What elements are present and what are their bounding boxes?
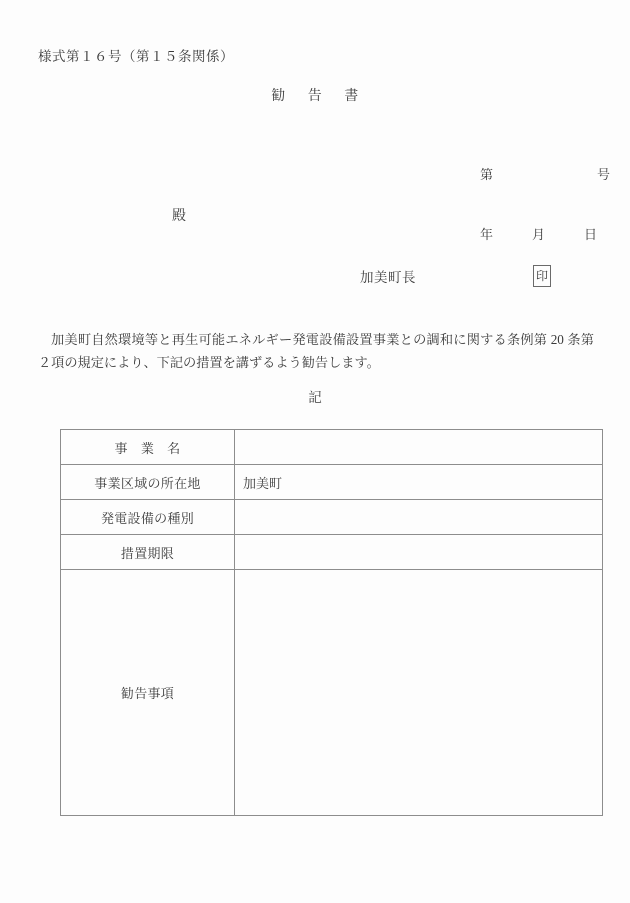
page-title-char-1: 勧 (271, 89, 286, 104)
table-row (61, 535, 603, 570)
document-number-line: 第 号 (480, 167, 611, 182)
body-paragraph: 加美町自然環境等と再生可能エネルギー発電設備設置事業との調和に関する条例第 20 条第２項の規定により、下記の措置を講ずるよう勧告します。 (38, 332, 594, 370)
signer-name: 加美町長 (360, 270, 416, 285)
row-value-measure-deadline[interactable] (235, 535, 603, 570)
row-value-project-name[interactable] (235, 430, 603, 465)
label-char-2: 業 (140, 440, 155, 456)
page-title-char-3: 書 (344, 89, 359, 104)
label-char-1: 事 (114, 440, 128, 456)
page-title-char-2: 告 (307, 89, 323, 104)
table-row (61, 465, 603, 500)
row-value-project-area-location[interactable]: 加美町 (235, 465, 603, 500)
page-title (0, 85, 630, 105)
kiji-marker: 記 (308, 390, 322, 405)
recommendation-details-table (60, 429, 603, 816)
row-label-project-area-location: 事業区域の所在地 (61, 465, 235, 500)
table-row (61, 430, 603, 465)
table-row (61, 500, 603, 535)
row-label-measure-deadline: 措置期限 (61, 535, 235, 570)
row-label-project-name (61, 430, 235, 465)
document-date-line: 年 月 日 (480, 227, 598, 242)
table-row (61, 570, 603, 816)
row-label-generation-facility-type: 発電設備の種別 (61, 500, 235, 535)
document-meta (480, 125, 610, 285)
addressee-honorific: 殿 (172, 209, 186, 224)
seal-stamp-box: 印 (533, 265, 551, 287)
row-label-recommendation-items: 勧告事項 (61, 570, 235, 816)
row-value-recommendation-items[interactable] (235, 570, 603, 816)
label-char-3: 名 (167, 440, 181, 456)
row-value-generation-facility-type[interactable] (235, 500, 603, 535)
form-number: 様式第１６号（第１５条関係） (38, 49, 234, 64)
